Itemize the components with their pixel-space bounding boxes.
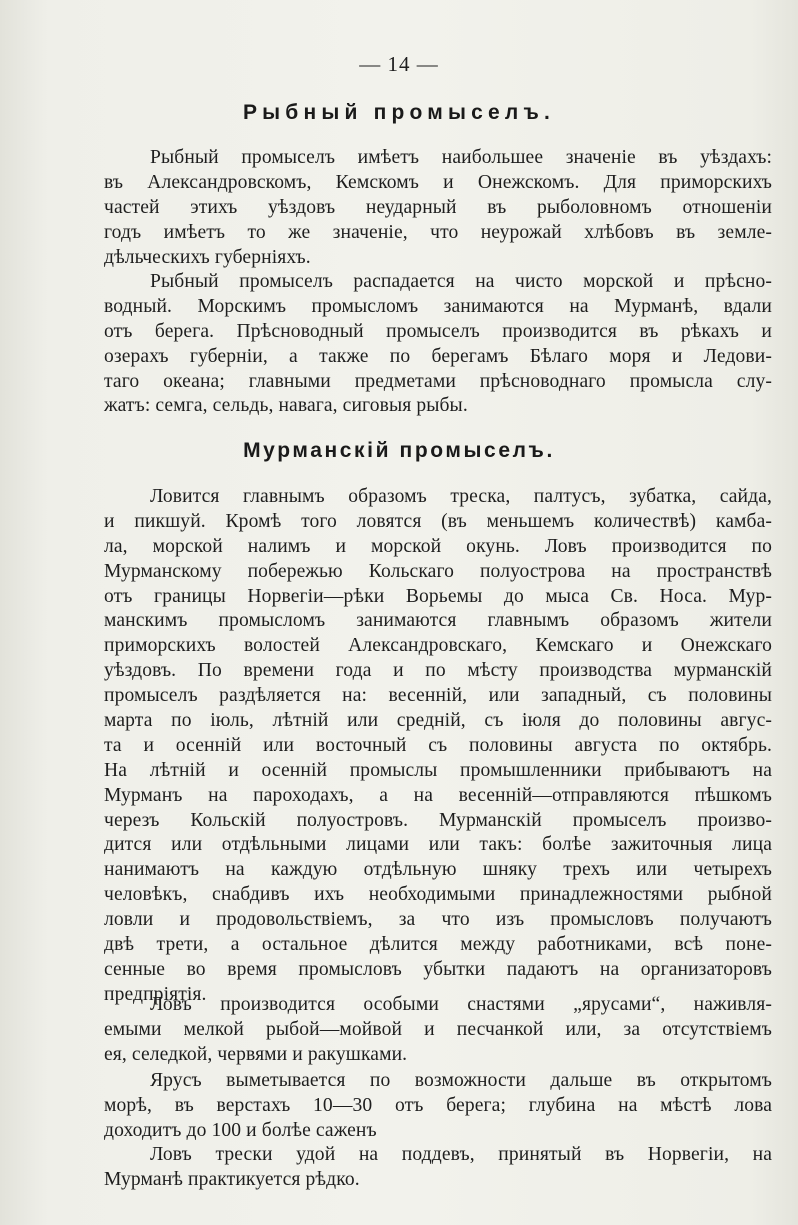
paragraph [104, 270, 772, 419]
section-heading-murman: Мурманскій промыселъ. [243, 439, 555, 462]
text-line: Ловъ трески удой на поддевъ, принятый въ Норвегіи, на [150, 1144, 772, 1165]
text-line: Мурманъ на пароходахъ, а на весенній—отправляются пѣшкомъ [104, 784, 772, 806]
text-line: отъ границы Норвегіи—рѣки Ворьемы до мыса Св. Носа. Мур- [104, 585, 772, 607]
text-line: въ Александровскомъ, Кемскомъ и Онежскомъ. Для приморскихъ [104, 171, 772, 193]
text-line: ла, морской налимъ и морской окунь. Ловъ производится по [104, 535, 772, 557]
paragraph [104, 993, 772, 1068]
text-line: марта по іюль, лѣтній или средній, съ іюля до половины авгус- [104, 710, 772, 732]
text-line: Ловится главнымъ образомъ треска, палтусъ, зубатка, сайда, [150, 486, 772, 507]
paragraph [104, 1143, 772, 1193]
text-line: На лѣтній и осенній промыслы промышленники прибываютъ на [104, 759, 772, 781]
text-line: Мурманѣ практикуется рѣдко. [104, 1168, 360, 1190]
paragraph [104, 485, 772, 1008]
text-line: Мурманскому побережью Кольскаго полуострова на пространствѣ [104, 560, 772, 582]
text-line: манскимъ промысломъ занимаются главнымъ образомъ жители [104, 610, 772, 632]
text-line: человѣкъ, снабдивъ ихъ необходимыми принадлежностями рыбной [104, 884, 772, 906]
text-line: водный. Морскимъ промысломъ занимаются на Мурманѣ, вдали [104, 295, 772, 317]
text-line: и пикшуй. Кромѣ того ловятся (въ меньшемъ количествѣ) камба- [104, 510, 772, 532]
text-line: Рыбный промыселъ распадается на чисто морской и прѣсно- [150, 271, 772, 292]
paragraph [104, 146, 772, 270]
paragraph [104, 1069, 772, 1144]
text-line: дится или отдѣльными лицами или такъ: болѣе зажиточныя лица [104, 834, 772, 856]
text-line: ея, селедкой, червями и ракушками. [104, 1043, 408, 1065]
text-line: двѣ трети, а остальное дѣлится между работниками, всѣ поне- [104, 934, 772, 956]
section-heading-fishing: Рыбный промыселъ. [242, 101, 556, 124]
text-line: нанимаютъ на каждую отдѣльную шняку трехъ или четырехъ [104, 859, 772, 881]
text-line: частей этихъ уѣздовъ неударный въ рыболовномъ отношеніи [104, 196, 772, 218]
text-line: доходитъ до 100 и болѣе саженъ [104, 1119, 377, 1141]
text-line: отъ берега. Прѣсноводный промыселъ производится въ рѣкахъ и [104, 320, 772, 342]
text-line: морѣ, въ верстахъ 10—30 отъ берега; глубина на мѣстѣ лова [104, 1094, 772, 1116]
text-line: та и осенній или восточный съ половины августа по октябрь. [104, 734, 772, 756]
text-line: черезъ Кольскій полуостровъ. Мурманскій промыселъ произво- [104, 809, 772, 831]
text-line: ловли и продовольствіемъ, за что изъ промысловъ получаютъ [104, 909, 772, 931]
text-line: Рыбный промыселъ имѣетъ наибольшее значеніе въ уѣздахъ: [150, 147, 772, 168]
text-line: приморскихъ волостей Александровскаго, Кемскаго и Онежскаго [104, 635, 772, 657]
text-line: промыселъ раздѣляется на: весенній, или западный, съ половины [104, 685, 772, 707]
text-line: предпріятія. [104, 983, 207, 1005]
text-line: сенные во время промысловъ убытки падаютъ на организаторовъ [104, 958, 772, 980]
text-line: Ярусъ выметывается по возможности дальше въ открытомъ [150, 1070, 772, 1091]
text-line: дѣльческихъ губерніяхъ. [104, 246, 311, 268]
text-line: таго океана; главными предметами прѣсноводнаго промысла слу- [104, 370, 772, 392]
text-line: уѣздовъ. По времени года и по мѣсту производства мурманскій [104, 660, 772, 682]
text-line: емыми мелкой рыбой—мойвой и песчанкой или, за отсутствіемъ [104, 1018, 772, 1040]
text-line: озерахъ губерніи, а также по берегамъ Бѣлаго моря и Ледови- [104, 345, 772, 367]
text-line: Ловъ производится особыми снастями „ярусами“, наживля- [150, 994, 772, 1015]
page-number: — 14 — [359, 52, 439, 76]
text-line: годъ имѣетъ то же значеніе, что неурожай хлѣбовъ въ земле- [104, 221, 772, 243]
text-line: жатъ: семга, сельдь, навага, сиговыя рыбы. [104, 395, 468, 417]
